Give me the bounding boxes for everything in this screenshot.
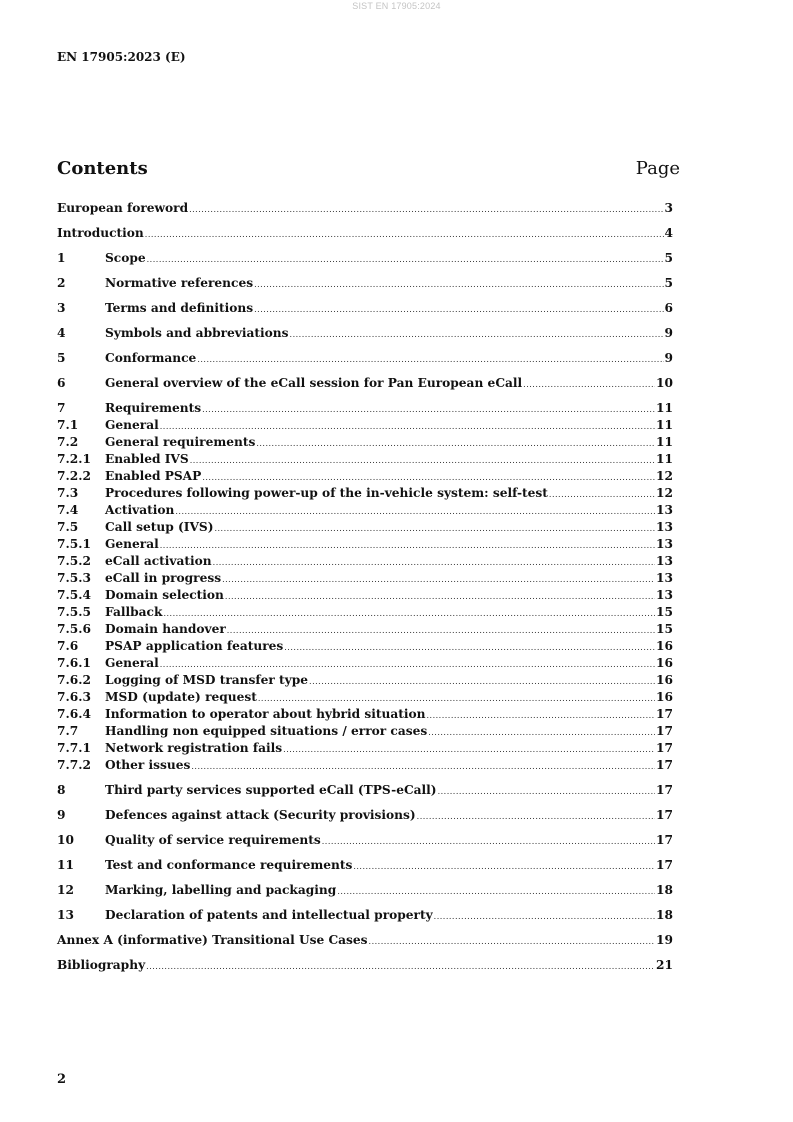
toc-entry-number: 7.2: [57, 435, 79, 449]
toc-entry[interactable]: [57, 655, 673, 672]
dot-leader: [309, 673, 655, 690]
toc-entry[interactable]: [57, 882, 673, 899]
toc-entry-number: 13: [57, 908, 74, 922]
toc-entry-page: 5: [664, 251, 673, 265]
toc-entry-title: Quality of service requirements: [105, 833, 321, 847]
toc-entry[interactable]: [57, 740, 673, 757]
toc-entry-page: 17: [656, 833, 673, 847]
toc-entry[interactable]: [57, 689, 673, 706]
toc-entry-title: General: [105, 418, 159, 432]
toc-entry-page: 16: [656, 639, 673, 653]
toc-entry-page: 16: [656, 656, 673, 670]
toc-entry-number: 2: [57, 276, 66, 290]
toc-entry[interactable]: [57, 250, 673, 267]
toc-entry[interactable]: [57, 434, 673, 451]
toc-entry-title: Network registration fails: [105, 741, 283, 755]
dot-leader: [175, 503, 655, 520]
dot-leader: [284, 639, 655, 656]
toc-entry-title: Enabled PSAP: [105, 469, 202, 483]
toc-entry[interactable]: [57, 200, 673, 217]
toc-entry-page: 19: [656, 933, 673, 947]
toc-entry[interactable]: [57, 400, 673, 417]
dot-leader: [353, 858, 655, 875]
dot-leader: [369, 933, 656, 950]
dot-leader: [222, 571, 655, 588]
toc-entry-title: Conformance: [105, 351, 197, 365]
toc-entry[interactable]: [57, 907, 673, 924]
toc-entry[interactable]: [57, 536, 673, 553]
dot-leader: [197, 351, 663, 368]
dot-leader: [146, 958, 655, 975]
dot-leader: [290, 326, 664, 343]
toc-entry-title: Domain selection: [105, 588, 224, 602]
toc-entry-number: 7.4: [57, 503, 79, 517]
toc-entry-number: 6: [57, 376, 66, 390]
toc-entry-number: 1: [57, 251, 66, 265]
toc-entry-number: 7.5: [57, 520, 79, 534]
dot-leader: [202, 469, 655, 486]
toc-entry-page: 9: [664, 351, 673, 365]
toc-entry-title: Call setup (IVS): [105, 520, 214, 534]
toc-entry[interactable]: [57, 706, 673, 723]
document-id: EN 17905:2023 (E): [57, 50, 186, 64]
toc-entry-title: Declaration of patents and intellectual property: [105, 908, 433, 922]
toc-entry-title: Activation: [105, 503, 175, 517]
toc-entry-number: 3: [57, 301, 66, 315]
dot-leader: [190, 452, 655, 469]
toc-entry-title: eCall activation: [105, 554, 212, 568]
toc-entry-title: Introduction: [57, 226, 144, 240]
toc-entry-number: 7.5.1: [57, 537, 91, 551]
toc-entry[interactable]: [57, 807, 673, 824]
toc-entry-number: 8: [57, 783, 66, 797]
toc-entry-title: Terms and definitions: [105, 301, 254, 315]
toc-entry-number: 5: [57, 351, 66, 365]
toc-entry-number: 7.7.2: [57, 758, 91, 772]
toc-entry[interactable]: [57, 451, 673, 468]
dot-leader: [523, 376, 655, 393]
dot-leader: [283, 741, 655, 758]
dot-leader: [549, 486, 655, 503]
toc-entry-title: MSD (update) request: [105, 690, 257, 704]
toc-entry-page: 3: [664, 201, 673, 215]
toc-entry-title: General: [105, 537, 159, 551]
toc-entry-page: 12: [656, 469, 673, 483]
toc-entry-title: Enabled IVS: [105, 452, 189, 466]
toc-entry-page: 17: [656, 808, 673, 822]
toc-entry[interactable]: [57, 225, 673, 242]
toc-entry[interactable]: [57, 275, 673, 292]
toc-entry-title: General overview of the eCall session for Pan European eCall: [105, 376, 523, 390]
toc-entry-title: Procedures following power-up of the in-vehicle system: self-test: [105, 486, 548, 500]
toc-entry-page: 5: [664, 276, 673, 290]
dot-leader: [225, 588, 655, 605]
toc-entry-number: 7.7.1: [57, 741, 91, 755]
toc-entry-number: 7.3: [57, 486, 79, 500]
toc-entry-page: 13: [656, 520, 673, 534]
toc-entry[interactable]: [57, 325, 673, 342]
toc-entry-number: 7.1: [57, 418, 79, 432]
toc-entry-title: Scope: [105, 251, 146, 265]
toc-entry-page: 11: [656, 452, 673, 466]
toc-entry-page: 16: [656, 690, 673, 704]
toc-entry-page: 18: [656, 908, 673, 922]
toc-entry-number: 7.6.2: [57, 673, 91, 687]
toc-entry[interactable]: [57, 932, 673, 949]
toc-entry-title: Fallback: [105, 605, 163, 619]
toc-entry-number: 7.6.3: [57, 690, 91, 704]
dot-leader: [145, 226, 664, 243]
toc-entry[interactable]: [57, 604, 673, 621]
toc-entry[interactable]: [57, 485, 673, 502]
toc-entry-number: 7.7: [57, 724, 79, 738]
contents-header: [57, 157, 680, 183]
dot-leader: [189, 201, 663, 218]
toc-entry-page: 17: [656, 783, 673, 797]
toc-entry[interactable]: [57, 672, 673, 689]
dot-leader: [160, 537, 655, 554]
dot-leader: [147, 251, 664, 268]
toc-entry[interactable]: [57, 300, 673, 317]
page-number: 2: [57, 1072, 67, 1087]
toc-entry-number: 7.6: [57, 639, 79, 653]
toc-entry-page: 12: [656, 486, 673, 500]
table-of-contents: [57, 200, 673, 974]
toc-entry[interactable]: [57, 587, 673, 604]
toc-entry[interactable]: [57, 757, 673, 774]
toc-entry-number: 7.5.6: [57, 622, 91, 636]
toc-entry-page: 17: [656, 741, 673, 755]
toc-entry-number: 7.5.5: [57, 605, 91, 619]
toc-entry-page: 11: [656, 435, 673, 449]
toc-entry-title: Marking, labelling and packaging: [105, 883, 337, 897]
dot-leader: [337, 883, 655, 900]
toc-entry-title: Handling non equipped situations / error cases: [105, 724, 428, 738]
toc-entry-page: 13: [656, 554, 673, 568]
toc-entry-page: 16: [656, 673, 673, 687]
toc-entry-number: 11: [57, 858, 74, 872]
dot-leader: [163, 605, 655, 622]
toc-entry-page: 10: [656, 376, 673, 390]
watermark: SIST EN 17905:2024: [352, 1, 441, 11]
dot-leader: [160, 418, 655, 435]
toc-entry[interactable]: [57, 857, 673, 874]
toc-entry-page: 11: [656, 418, 673, 432]
toc-entry-title: Defences against attack (Security provisions): [105, 808, 416, 822]
toc-entry[interactable]: [57, 417, 673, 434]
toc-entry-page: 9: [664, 326, 673, 340]
toc-entry[interactable]: [57, 782, 673, 799]
toc-entry-page: 13: [656, 571, 673, 585]
toc-entry[interactable]: [57, 468, 673, 485]
toc-entry-title: Bibliography: [57, 958, 146, 972]
toc-entry-page: 15: [656, 605, 673, 619]
dot-leader: [160, 656, 655, 673]
toc-entry[interactable]: [57, 519, 673, 536]
toc-entry-title: European foreword: [57, 201, 189, 215]
dot-leader: [227, 622, 655, 639]
dot-leader: [417, 808, 655, 825]
dot-leader: [214, 520, 655, 537]
toc-entry-page: 6: [664, 301, 673, 315]
toc-entry-page: 13: [656, 537, 673, 551]
toc-entry-page: 13: [656, 588, 673, 602]
dot-leader: [254, 276, 663, 293]
toc-entry-title: eCall in progress: [105, 571, 222, 585]
toc-entry-page: 18: [656, 883, 673, 897]
toc-entry[interactable]: [57, 350, 673, 367]
toc-entry[interactable]: [57, 832, 673, 849]
toc-entry-number: 4: [57, 326, 66, 340]
page-column-label: Page: [635, 158, 680, 179]
toc-entry-title: Logging of MSD transfer type: [105, 673, 309, 687]
toc-entry-page: 21: [656, 958, 673, 972]
toc-entry-number: 7.5.2: [57, 554, 91, 568]
toc-entry-title: PSAP application features: [105, 639, 284, 653]
toc-entry[interactable]: [57, 570, 673, 587]
toc-entry-number: 9: [57, 808, 66, 822]
toc-entry-page: 17: [656, 758, 673, 772]
toc-entry-page: 17: [656, 724, 673, 738]
toc-entry-number: 12: [57, 883, 74, 897]
dot-leader: [256, 435, 655, 452]
toc-entry-page: 11: [656, 401, 673, 415]
toc-entry[interactable]: [57, 638, 673, 655]
toc-entry-title: Other issues: [105, 758, 191, 772]
toc-entry[interactable]: [57, 375, 673, 392]
toc-entry-page: 17: [656, 858, 673, 872]
toc-entry[interactable]: [57, 957, 673, 974]
dot-leader: [213, 554, 655, 571]
toc-entry-title: Requirements: [105, 401, 202, 415]
dot-leader: [254, 301, 663, 318]
toc-entry-title: Information to operator about hybrid situation: [105, 707, 426, 721]
toc-entry-page: 13: [656, 503, 673, 517]
toc-entry-title: Domain handover: [105, 622, 226, 636]
dot-leader: [426, 707, 655, 724]
toc-entry[interactable]: [57, 553, 673, 570]
toc-entry-number: 10: [57, 833, 74, 847]
toc-entry-number: 7.5.3: [57, 571, 91, 585]
toc-entry-number: 7.6.4: [57, 707, 91, 721]
toc-entry[interactable]: [57, 502, 673, 519]
toc-entry-title: Third party services supported eCall (TPS-eCall): [105, 783, 437, 797]
toc-entry-page: 17: [656, 707, 673, 721]
toc-entry-title: Annex A (informative) Transitional Use Cases: [57, 933, 368, 947]
dot-leader: [428, 724, 655, 741]
contents-title: Contents: [57, 158, 148, 179]
toc-entry-title: General requirements: [105, 435, 256, 449]
dot-leader: [191, 758, 655, 775]
toc-entry-number: 7.2.1: [57, 452, 91, 466]
toc-entry[interactable]: [57, 621, 673, 638]
toc-entry-title: General: [105, 656, 159, 670]
toc-entry-page: 15: [656, 622, 673, 636]
toc-entry[interactable]: [57, 723, 673, 740]
toc-entry-title: Test and conformance requirements: [105, 858, 353, 872]
dot-leader: [438, 783, 655, 800]
toc-entry-number: 7: [57, 401, 66, 415]
dot-leader: [434, 908, 655, 925]
toc-entry-number: 7.5.4: [57, 588, 91, 602]
toc-entry-title: Normative references: [105, 276, 254, 290]
dot-leader: [322, 833, 655, 850]
toc-entry-title: Symbols and abbreviations: [105, 326, 289, 340]
toc-entry-number: 7.2.2: [57, 469, 91, 483]
toc-entry-page: 4: [664, 226, 673, 240]
dot-leader: [202, 401, 655, 418]
toc-entry-number: 7.6.1: [57, 656, 91, 670]
dot-leader: [258, 690, 655, 707]
